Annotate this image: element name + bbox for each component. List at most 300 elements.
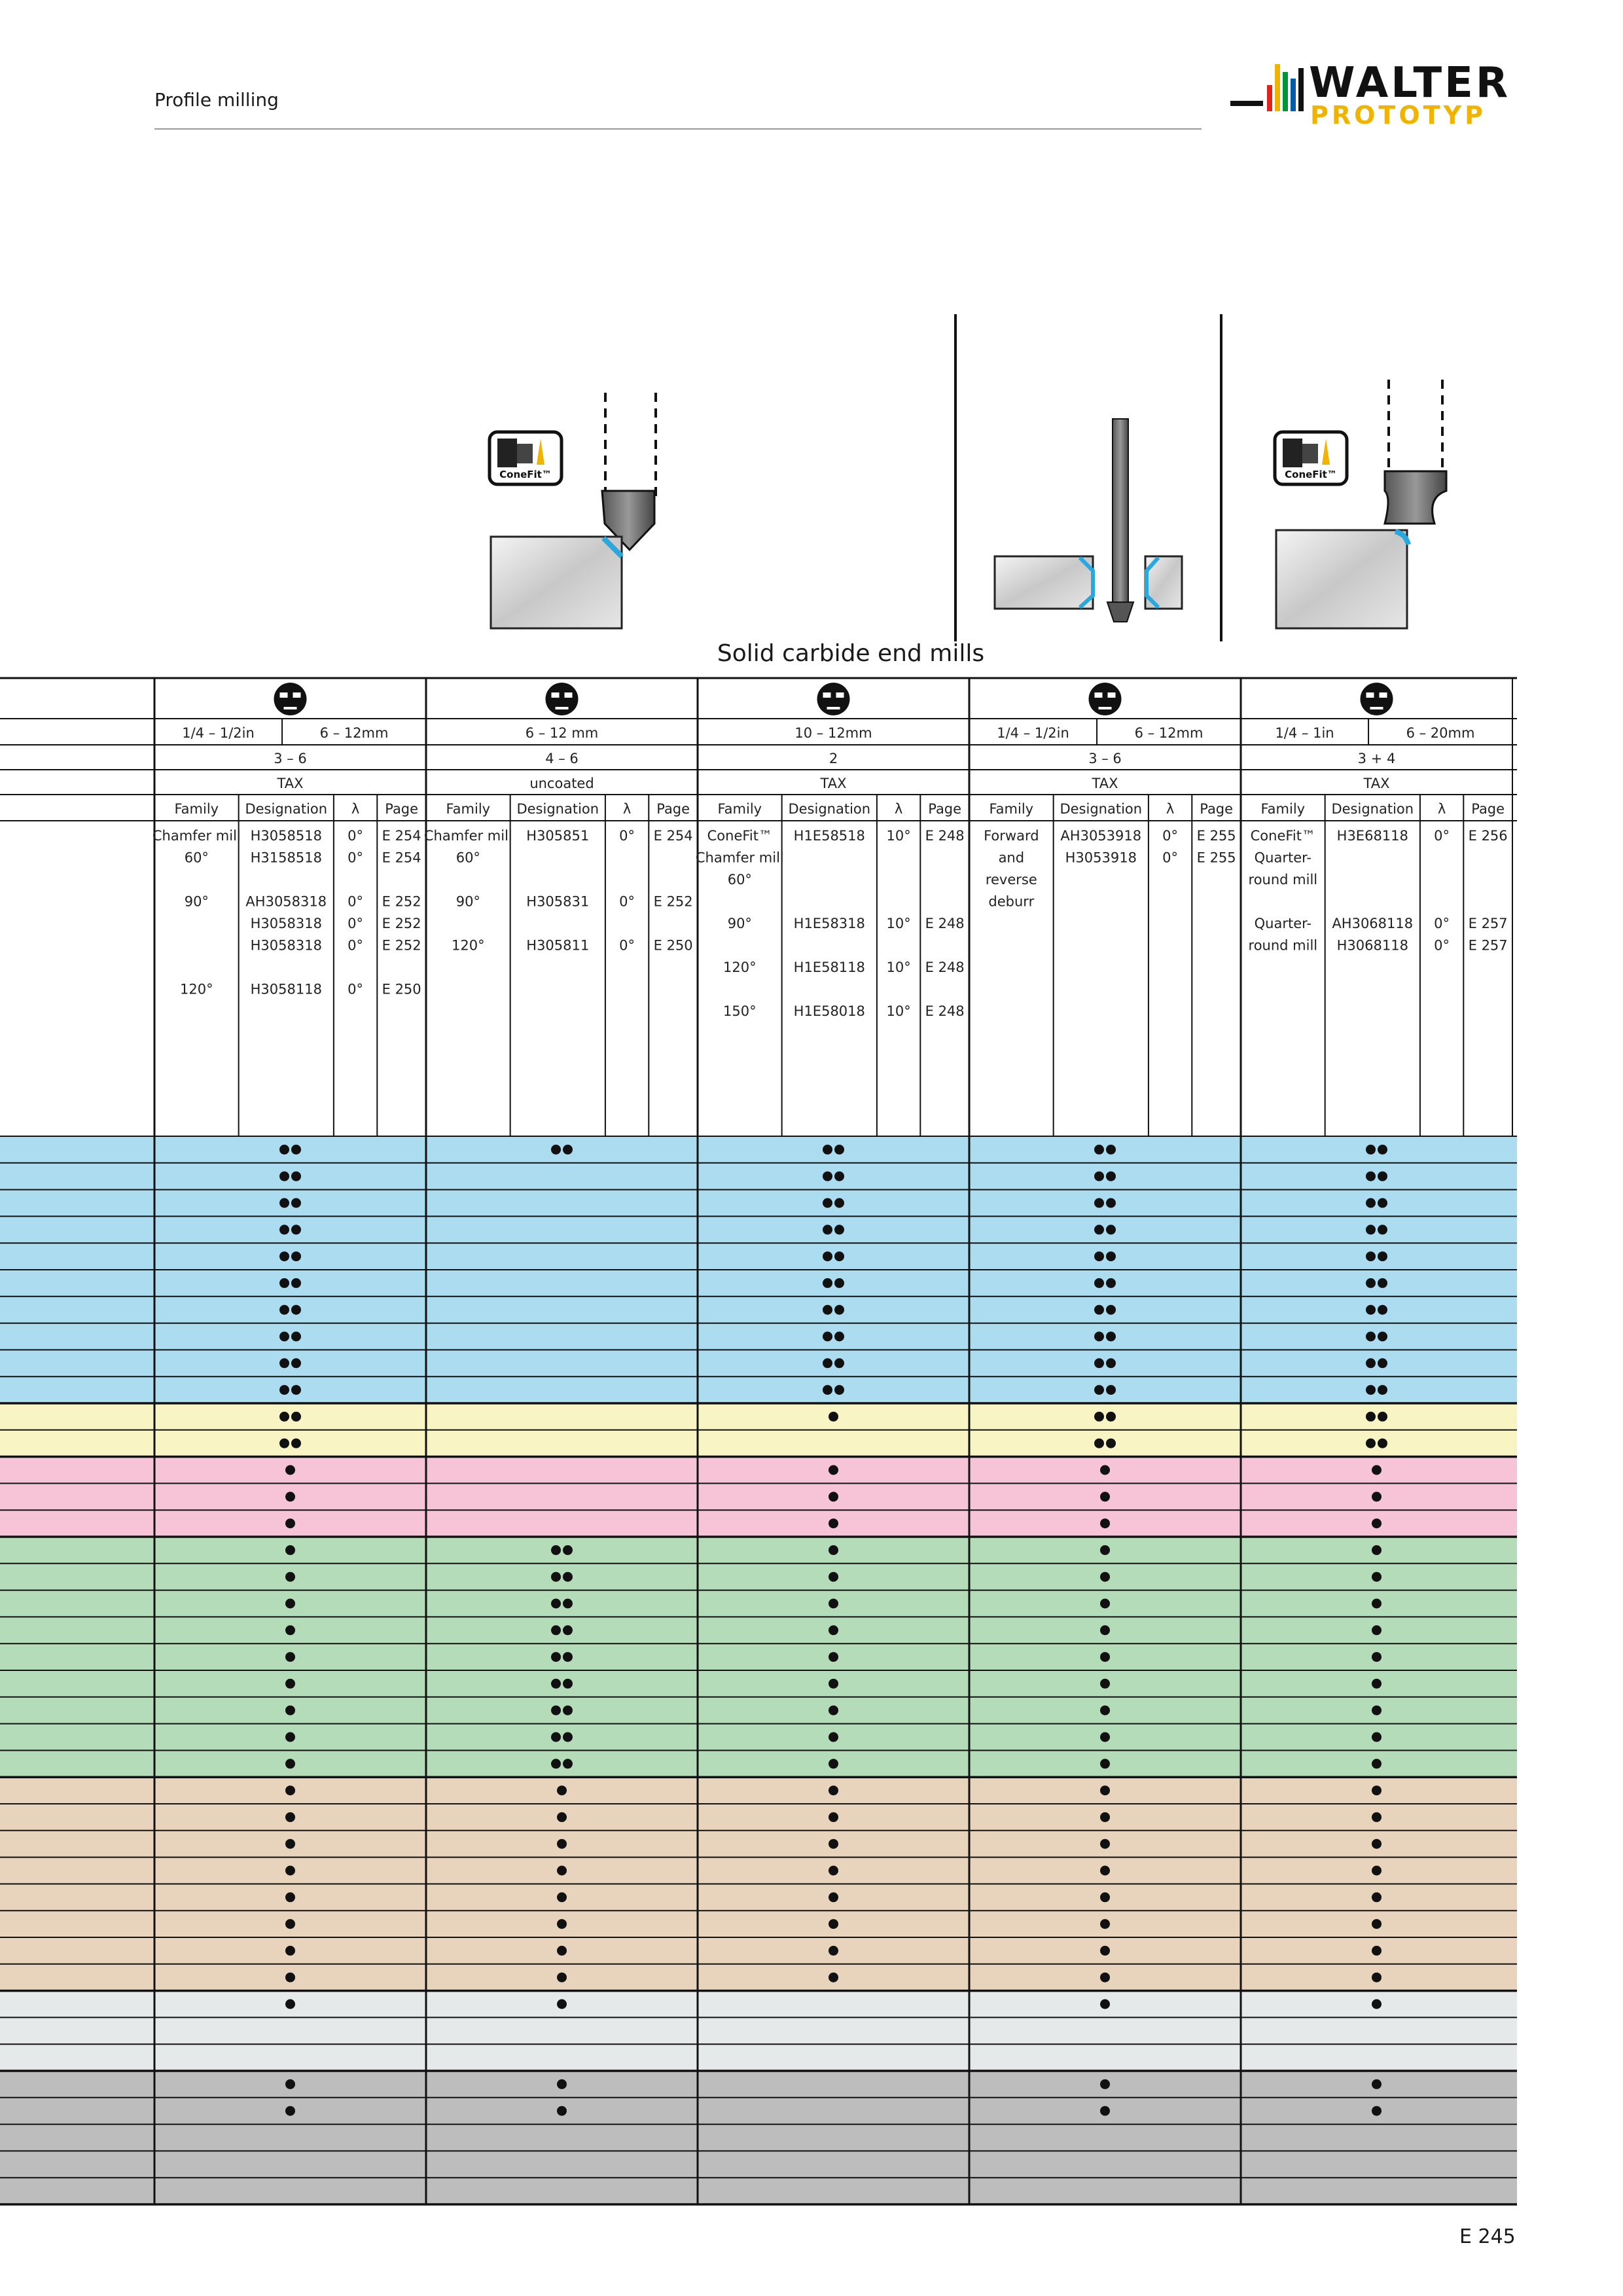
- suitability-dot: [829, 1759, 838, 1768]
- suitability-dot: [1366, 1225, 1376, 1234]
- tool-entry-cell: 10°: [886, 828, 911, 844]
- suitability-dot: [279, 1251, 289, 1261]
- suitability-dot: [291, 1412, 301, 1422]
- suitability-dot: [1094, 1332, 1104, 1342]
- diameter-mm: 6 – 20mm: [1406, 725, 1475, 741]
- application-row-bg: [0, 2017, 1517, 2044]
- suitability-dot: [829, 1839, 838, 1849]
- tool-entry-cell: 0°: [619, 893, 635, 910]
- suitability-dot: [829, 1866, 838, 1876]
- application-row-bg: [0, 1323, 1517, 1350]
- suitability-dot: [823, 1305, 832, 1315]
- tool-entry-cell: and: [998, 850, 1025, 866]
- suitability-dot: [823, 1172, 832, 1181]
- column-header: Designation: [1331, 801, 1414, 817]
- suitability-dot: [285, 1946, 295, 1956]
- suitability-dot: [1366, 1172, 1376, 1181]
- suitability-dot: [291, 1358, 301, 1368]
- suitability-dot: [823, 1145, 832, 1155]
- tool-entry-cell: H3158518: [250, 850, 322, 866]
- tool-entry-cell: E 248: [925, 960, 965, 975]
- coating: TAX: [1363, 776, 1390, 791]
- conefit-badge-label: ConeFit™: [1285, 469, 1337, 480]
- suitability-dot: [285, 1973, 295, 1982]
- suitability-dot: [1378, 1198, 1387, 1208]
- column-header: Page: [385, 801, 419, 817]
- tool-entry-cell: 10°: [886, 960, 911, 975]
- illustration-separator: [954, 314, 957, 641]
- suitability-dot: [834, 1225, 844, 1234]
- suitability-dot: [563, 1545, 573, 1555]
- suitability-dot: [1094, 1145, 1104, 1155]
- diameter-mm: 6 – 12mm: [319, 725, 389, 741]
- walter-logo-icon: [1230, 59, 1512, 131]
- application-row-bg: [0, 1510, 1517, 1537]
- tool-entry-cell: H3058518: [250, 828, 322, 844]
- suitability-dot: [834, 1385, 844, 1395]
- tool-entry-cell: 90°: [727, 916, 752, 931]
- suitability-dot: [1378, 1145, 1387, 1155]
- flute-count: 4 – 6: [545, 751, 579, 766]
- suitability-dot: [557, 1973, 567, 1982]
- suitability-dot: [285, 1866, 295, 1876]
- suitability-dot: [1100, 1465, 1110, 1475]
- suitability-dot: [1100, 1946, 1110, 1956]
- suitability-dot: [1372, 1599, 1382, 1609]
- suitability-dot: [834, 1145, 844, 1155]
- tool-entry-cell: AH3068118: [1332, 916, 1414, 931]
- suitability-dot: [285, 1492, 295, 1501]
- suitability-dot: [1372, 1866, 1382, 1876]
- suitability-dot: [1100, 1652, 1110, 1662]
- suitability-dot: [285, 2079, 295, 2089]
- column-header: Designation: [516, 801, 599, 817]
- tool-entry-cell: H3068118: [1336, 937, 1408, 954]
- suitability-dot: [1100, 2106, 1110, 2116]
- tool-entry-cell: reverse: [985, 872, 1037, 888]
- suitability-dot: [1100, 1785, 1110, 1795]
- conefit-badge-label: ConeFit™: [499, 469, 552, 480]
- application-row-bg: [0, 1910, 1517, 1937]
- tool-entry-cell: 0°: [348, 893, 364, 910]
- suitability-dot: [829, 1412, 838, 1422]
- suitability-dot: [291, 1385, 301, 1395]
- suitability-dot: [557, 2106, 567, 2116]
- tool-entry-cell: H1E58118: [793, 960, 865, 975]
- diameter-mm: 10 – 12mm: [794, 725, 872, 741]
- suitability-dot: [285, 1599, 295, 1609]
- suitability-dot: [1100, 1732, 1110, 1742]
- suitability-dot: [1366, 1198, 1376, 1208]
- suitability-dot: [551, 1625, 561, 1635]
- tool-entry-cell: Chamfer mill: [695, 850, 784, 866]
- suitability-dot: [1094, 1305, 1104, 1315]
- tool-entry-cell: 0°: [1434, 916, 1450, 931]
- tool-entry-cell: 0°: [619, 937, 635, 954]
- illustration-separator: [1220, 314, 1222, 641]
- brand-name: WALTER: [1309, 59, 1511, 107]
- suitability-dot: [1106, 1251, 1116, 1261]
- suitability-dot: [563, 1145, 573, 1155]
- tool-entry-cell: H3053918: [1065, 850, 1137, 866]
- application-row-bg: [0, 1884, 1517, 1910]
- suitability-dot: [829, 1812, 838, 1822]
- suitability-dot: [557, 1839, 567, 1849]
- application-row-bg: [0, 1724, 1517, 1751]
- suitability-dot: [823, 1225, 832, 1234]
- suitability-dot: [285, 2106, 295, 2116]
- tool-entry-cell: 90°: [455, 893, 480, 910]
- application-row-bg: [0, 1564, 1517, 1590]
- tool-entry-cell: E 257: [1468, 937, 1508, 954]
- face-icon: [274, 683, 307, 715]
- suitability-dot: [1372, 1625, 1382, 1635]
- column-header: λ: [351, 801, 360, 817]
- suitability-dot: [291, 1198, 301, 1208]
- application-row-bg: [0, 1937, 1517, 1964]
- page-number: E 245: [1459, 2225, 1516, 2248]
- coating: TAX: [277, 776, 304, 791]
- tool-entry-cell: 0°: [1434, 828, 1450, 844]
- suitability-dot: [1366, 1358, 1376, 1368]
- application-row-bg: [0, 2098, 1517, 2125]
- tool-entry-cell: H1E58318: [793, 916, 865, 931]
- suitability-dot: [563, 1706, 573, 1715]
- column-header: Designation: [1060, 801, 1143, 817]
- tool-entry-cell: 0°: [348, 850, 364, 866]
- tool-entry-cell: 0°: [348, 937, 364, 954]
- flute-count: 3 + 4: [1357, 751, 1396, 766]
- diameter-mm: 6 – 12 mm: [525, 725, 599, 741]
- suitability-dot: [1100, 1973, 1110, 1982]
- suitability-dot: [279, 1385, 289, 1395]
- suitability-dot: [557, 1946, 567, 1956]
- suitability-dot: [563, 1652, 573, 1662]
- suitability-dot: [551, 1545, 561, 1555]
- suitability-dot: [834, 1251, 844, 1261]
- suitability-dot: [563, 1572, 573, 1582]
- suitability-dot: [1100, 1919, 1110, 1929]
- tool-entry-cell: Forward: [984, 828, 1039, 844]
- flute-count: 2: [829, 751, 838, 766]
- suitability-dot: [1372, 1973, 1382, 1982]
- suitability-dot: [285, 1518, 295, 1528]
- application-row-bg: [0, 2151, 1517, 2178]
- suitability-dot: [285, 1812, 295, 1822]
- suitability-dot: [829, 1946, 838, 1956]
- column-header: Family: [717, 801, 762, 817]
- suitability-dot: [1100, 1625, 1110, 1635]
- suitability-dot: [1106, 1358, 1116, 1368]
- suitability-dot: [1100, 1812, 1110, 1822]
- tool-entry-cell: ConeFit™: [707, 828, 773, 844]
- suitability-dot: [557, 2079, 567, 2089]
- column-header: λ: [622, 801, 632, 817]
- column-header: λ: [894, 801, 903, 817]
- suitability-dot: [1378, 1225, 1387, 1234]
- suitability-dot: [291, 1278, 301, 1288]
- column-header: Page: [928, 801, 962, 817]
- coating: TAX: [820, 776, 847, 791]
- suitability-dot: [1100, 1518, 1110, 1528]
- diameter-inch: 1/4 – 1in: [1275, 725, 1334, 741]
- suitability-dot: [829, 1679, 838, 1689]
- column-header: Page: [1471, 801, 1505, 817]
- suitability-dot: [291, 1332, 301, 1342]
- tool-entry-cell: 0°: [1162, 850, 1179, 866]
- tool-entry-cell: 90°: [184, 893, 209, 910]
- suitability-dot: [279, 1278, 289, 1288]
- suitability-dot: [1372, 1465, 1382, 1475]
- suitability-dot: [829, 1572, 838, 1582]
- suitability-dot: [1094, 1251, 1104, 1261]
- suitability-dot: [834, 1332, 844, 1342]
- suitability-dot: [823, 1251, 832, 1261]
- application-row-bg: [0, 2178, 1517, 2204]
- face-icon: [1089, 683, 1122, 715]
- tool-entry-cell: 0°: [1434, 937, 1450, 954]
- tool-entry-cell: E 255: [1196, 850, 1236, 866]
- diameter-inch: 1/4 – 1/2in: [997, 725, 1069, 741]
- selection-table: [0, 668, 1623, 2225]
- tool-entry-cell: E 252: [382, 916, 421, 931]
- tool-entry-cell: 0°: [348, 916, 364, 931]
- tool-entry-cell: AH3058318: [245, 893, 327, 910]
- suitability-dot: [285, 1892, 295, 1902]
- suitability-dot: [285, 1625, 295, 1635]
- application-row-bg: [0, 1136, 1517, 1163]
- diameter-mm: 6 – 12mm: [1134, 725, 1204, 741]
- suitability-dot: [1366, 1412, 1376, 1422]
- suitability-dot: [1366, 1251, 1376, 1261]
- tool-entry-cell: H305831: [526, 893, 590, 910]
- deburr-tool-icon: [982, 406, 1204, 628]
- suitability-dot: [1372, 1732, 1382, 1742]
- suitability-dot: [551, 1145, 561, 1155]
- tool-entry-cell: 120°: [452, 937, 485, 954]
- suitability-dot: [1372, 1679, 1382, 1689]
- suitability-dot: [829, 1785, 838, 1795]
- conefit-badge-icon: [490, 432, 562, 484]
- suitability-dot: [1372, 1518, 1382, 1528]
- suitability-dot: [1106, 1225, 1116, 1234]
- suitability-dot: [285, 1679, 295, 1689]
- suitability-dot: [551, 1706, 561, 1715]
- application-row-bg: [0, 1964, 1517, 1991]
- suitability-dot: [829, 1465, 838, 1475]
- suitability-dot: [285, 1759, 295, 1768]
- suitability-dot: [1100, 1759, 1110, 1768]
- suitability-dot: [291, 1225, 301, 1234]
- suitability-dot: [285, 1545, 295, 1555]
- suitability-dot: [557, 1866, 567, 1876]
- suitability-dot: [1100, 2000, 1110, 2009]
- suitability-dot: [1094, 1385, 1104, 1395]
- suitability-dot: [1100, 1545, 1110, 1555]
- suitability-dot: [823, 1385, 832, 1395]
- suitability-dot: [834, 1358, 844, 1368]
- suitability-dot: [563, 1732, 573, 1742]
- suitability-dot: [279, 1358, 289, 1368]
- tool-entry-cell: E 252: [382, 893, 421, 910]
- tool-entry-cell: E 248: [925, 916, 965, 931]
- tool-entry-cell: 0°: [348, 828, 364, 844]
- suitability-dot: [563, 1759, 573, 1768]
- suitability-dot: [291, 1305, 301, 1315]
- tool-entry-cell: H305851: [526, 828, 590, 844]
- application-row-bg: [0, 1617, 1517, 1643]
- suitability-dot: [829, 1919, 838, 1929]
- application-row-bg: [0, 1643, 1517, 1670]
- suitability-dot: [1366, 1145, 1376, 1155]
- suitability-dot: [1094, 1412, 1104, 1422]
- suitability-dot: [823, 1332, 832, 1342]
- suitability-dot: [1372, 2000, 1382, 2009]
- suitability-dot: [279, 1305, 289, 1315]
- tool-entry-cell: 0°: [348, 981, 364, 997]
- chamfer-tool-icon: [458, 367, 668, 641]
- tool-entry-cell: E 252: [653, 893, 693, 910]
- tool-entry-cell: Chamfer mill: [423, 828, 512, 844]
- suitability-dot: [1372, 1812, 1382, 1822]
- suitability-dot: [834, 1172, 844, 1181]
- application-row-bg: [0, 1537, 1517, 1564]
- suitability-dot: [1378, 1305, 1387, 1315]
- suitability-dot: [1366, 1332, 1376, 1342]
- suitability-dot: [1372, 1492, 1382, 1501]
- flute-count: 3 – 6: [1088, 751, 1122, 766]
- face-icon: [1361, 683, 1393, 715]
- suitability-dot: [1100, 1572, 1110, 1582]
- suitability-dot: [1378, 1332, 1387, 1342]
- suitability-dot: [551, 1572, 561, 1582]
- column-header: Family: [1260, 801, 1306, 817]
- column-header: Family: [174, 801, 219, 817]
- suitability-dot: [551, 1732, 561, 1742]
- suitability-dot: [1372, 2079, 1382, 2089]
- suitability-dot: [291, 1439, 301, 1448]
- tool-entry-cell: deburr: [988, 893, 1035, 910]
- suitability-dot: [1094, 1172, 1104, 1181]
- suitability-dot: [1378, 1172, 1387, 1181]
- suitability-dot: [829, 1706, 838, 1715]
- application-row-bg: [0, 1270, 1517, 1297]
- column-header: λ: [1166, 801, 1175, 817]
- application-row-bg: [0, 1590, 1517, 1617]
- tool-entry-cell: H1E58018: [793, 1003, 865, 1019]
- column-header: Page: [656, 801, 690, 817]
- suitability-dot: [1094, 1278, 1104, 1288]
- suitability-dot: [285, 1652, 295, 1662]
- suitability-dot: [1372, 1919, 1382, 1929]
- suitability-dot: [823, 1198, 832, 1208]
- suitability-dot: [823, 1358, 832, 1368]
- suitability-dot: [551, 1679, 561, 1689]
- suitability-dot: [291, 1145, 301, 1155]
- suitability-dot: [1106, 1145, 1116, 1155]
- suitability-dot: [279, 1332, 289, 1342]
- face-icon: [546, 683, 579, 715]
- suitability-dot: [1106, 1278, 1116, 1288]
- application-row-bg: [0, 1777, 1517, 1804]
- tool-entry-cell: H305811: [526, 937, 590, 954]
- suitability-dot: [563, 1625, 573, 1635]
- suitability-dot: [285, 1839, 295, 1849]
- application-row-bg: [0, 1163, 1517, 1190]
- application-row-bg: [0, 1483, 1517, 1510]
- suitability-dot: [279, 1172, 289, 1181]
- suitability-dot: [285, 1572, 295, 1582]
- suitability-dot: [285, 2000, 295, 2009]
- tool-entry-cell: round mill: [1248, 872, 1318, 888]
- tool-entry-cell: 120°: [723, 960, 757, 975]
- suitability-dot: [279, 1412, 289, 1422]
- tool-entry-cell: H3058318: [250, 937, 322, 954]
- suitability-dot: [829, 1518, 838, 1528]
- suitability-dot: [1372, 2106, 1382, 2116]
- suitability-dot: [1378, 1358, 1387, 1368]
- application-row-bg: [0, 1831, 1517, 1857]
- suitability-dot: [557, 2000, 567, 2009]
- tool-entry-cell: Quarter-: [1254, 850, 1312, 866]
- tool-entry-cell: E 254: [653, 828, 693, 844]
- application-row-bg: [0, 1697, 1517, 1724]
- tool-entry-cell: H3058118: [250, 981, 322, 997]
- suitability-dot: [1106, 1412, 1116, 1422]
- column-header: Family: [989, 801, 1034, 817]
- suitability-dot: [1100, 1706, 1110, 1715]
- workpiece-icon: [491, 537, 622, 628]
- tool-entry-cell: 60°: [455, 850, 480, 866]
- suitability-dot: [551, 1599, 561, 1609]
- application-row-bg: [0, 1376, 1517, 1403]
- suitability-dot: [557, 1919, 567, 1929]
- tool-entry-cell: 120°: [180, 981, 213, 997]
- tool-entry-cell: E 250: [653, 937, 693, 954]
- header-rule: [154, 128, 1202, 130]
- suitability-dot: [829, 1545, 838, 1555]
- tool-entry-cell: E 257: [1468, 916, 1508, 931]
- suitability-dot: [1094, 1225, 1104, 1234]
- suitability-dot: [829, 1599, 838, 1609]
- tool-entry-cell: 10°: [886, 916, 911, 931]
- suitability-dot: [1366, 1278, 1376, 1288]
- suitability-dot: [291, 1172, 301, 1181]
- tool-entry-cell: E 255: [1196, 828, 1236, 844]
- column-header: Designation: [245, 801, 328, 817]
- suitability-dot: [279, 1145, 289, 1155]
- tool-entry-cell: H1E58518: [793, 828, 865, 844]
- suitability-dot: [829, 1492, 838, 1501]
- tool-entry-cell: E 248: [925, 828, 965, 844]
- suitability-dot: [829, 1652, 838, 1662]
- suitability-dot: [1366, 1439, 1376, 1448]
- application-row-bg: [0, 1243, 1517, 1270]
- application-row-bg: [0, 2071, 1517, 2098]
- application-row-bg: [0, 1190, 1517, 1217]
- coating: uncoated: [529, 776, 594, 791]
- suitability-dot: [1372, 1946, 1382, 1956]
- suitability-dot: [557, 1812, 567, 1822]
- suitability-dot: [291, 1251, 301, 1261]
- suitability-dot: [1372, 1839, 1382, 1849]
- suitability-dot: [1100, 1892, 1110, 1902]
- suitability-dot: [1372, 1572, 1382, 1582]
- suitability-dot: [1366, 1385, 1376, 1395]
- application-row-bg: [0, 1216, 1517, 1243]
- tool-entry-cell: ConeFit™: [1250, 828, 1316, 844]
- tool-entry-cell: H3E68118: [1336, 828, 1408, 844]
